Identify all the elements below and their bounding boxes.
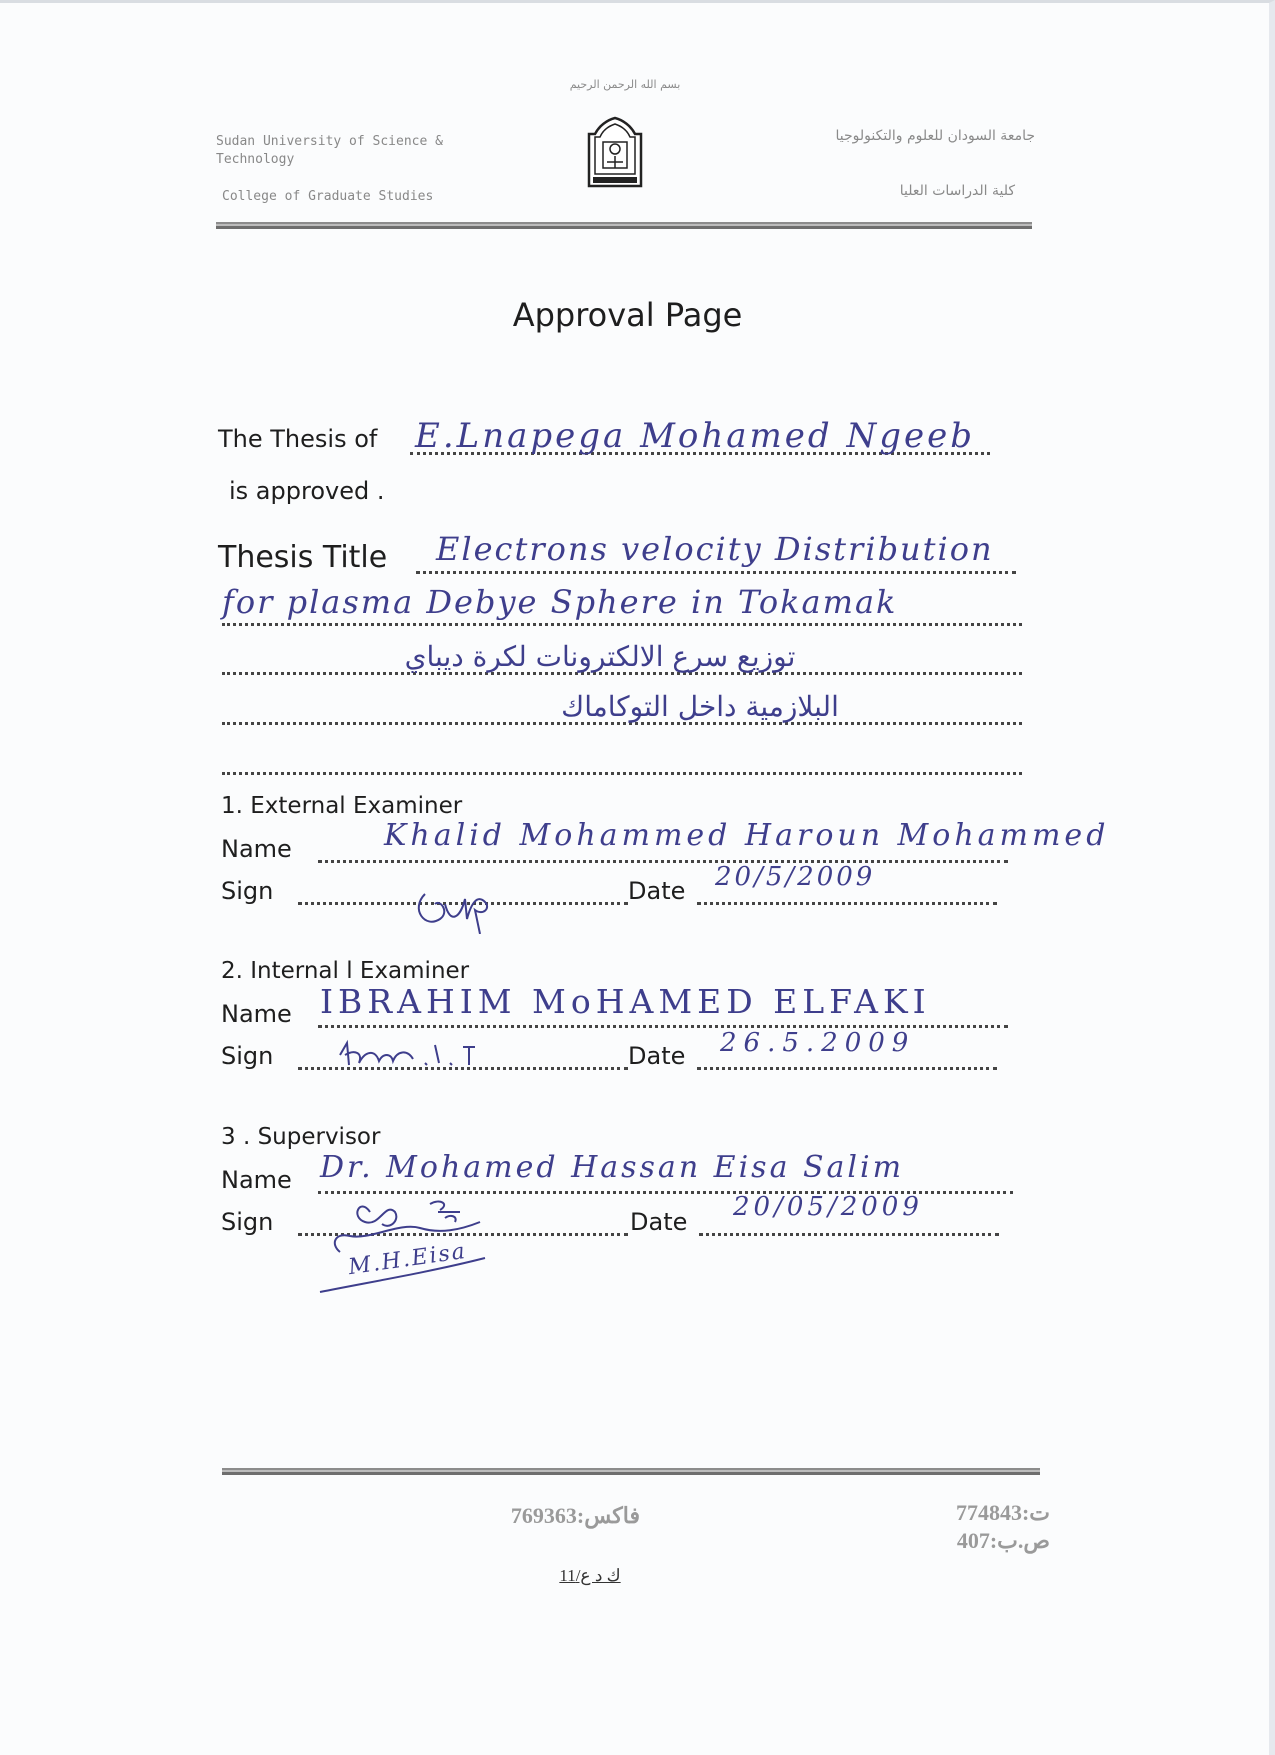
supervisor-initials: M.H.Eisa — [346, 1238, 469, 1281]
thesis-title-label: Thesis Title — [218, 540, 388, 575]
title-dotted-line-1 — [416, 571, 1016, 574]
university-name-ar: جامعة السودان للعلوم والتكنولوجيا — [835, 128, 1035, 144]
university-crest-icon — [585, 116, 645, 190]
header-rule — [216, 222, 1032, 229]
external-examiner-date: 20/5/2009 — [715, 862, 876, 892]
thesis-title-ar-line-1: توزيع سرع الالكترونات لكرة ديباي — [404, 640, 796, 673]
title-dotted-line-2 — [222, 623, 1022, 626]
internal-examiner-date-line — [697, 1067, 997, 1070]
supervisor-name: Dr. Mohamed Hassan Eisa Salim — [320, 1150, 905, 1185]
external-examiner-signature — [405, 864, 535, 934]
supervisor-sign-label: Sign — [221, 1208, 274, 1236]
author-name: E.Lnapega Mohamed Ngeeb — [415, 416, 976, 456]
external-examiner-name-label: Name — [221, 835, 292, 863]
external-examiner-date-line — [697, 902, 997, 905]
college-name-ar: كلية الدراسات العليا — [899, 183, 1015, 199]
supervisor-heading: 3 . Supervisor — [221, 1124, 381, 1150]
supervisor-date-line — [699, 1233, 999, 1236]
supervisor-date-label: Date — [630, 1208, 688, 1236]
fax-number: فاكس:769363 — [510, 1503, 640, 1528]
thesis-title-line-2: for plasma Debye Sphere in Tokamak — [222, 583, 898, 621]
internal-examiner-sign-label: Sign — [221, 1042, 274, 1070]
document-code: ك د ع/11 — [559, 1566, 621, 1585]
college-name-en: College of Graduate Studies — [222, 189, 434, 204]
approved-label: is approved . — [229, 477, 385, 505]
internal-examiner-date: 26.5.2009 — [720, 1028, 916, 1058]
supervisor-signature — [310, 1192, 535, 1302]
supervisor-name-label: Name — [221, 1166, 292, 1194]
external-examiner-date-label: Date — [628, 877, 686, 905]
po-box: ص.ب:407 — [956, 1528, 1050, 1553]
internal-examiner-name: IBRAHIM MoHAMED ELFAKI — [320, 982, 931, 1021]
page-title: Approval Page — [512, 296, 743, 334]
internal-examiner-signature — [335, 1035, 535, 1075]
external-examiner-name: Khalid Mohammed Haroun Mohammed — [384, 818, 1110, 853]
footer-rule — [222, 1468, 1040, 1475]
external-examiner-sign-label: Sign — [221, 877, 274, 905]
thesis-of-label: The Thesis of — [218, 425, 378, 453]
phone-number: ت:774843 — [955, 1500, 1050, 1525]
internal-examiner-heading: 2. Internal l Examiner — [221, 958, 470, 984]
internal-examiner-name-label: Name — [221, 1000, 292, 1028]
university-name-en: Sudan University of Science & Technology — [216, 134, 443, 167]
external-examiner-heading: 1. External Examiner — [221, 793, 463, 819]
thesis-title-line-1: Electrons velocity Distribution — [436, 530, 994, 568]
supervisor-date: 20/05/2009 — [733, 1192, 923, 1222]
external-examiner-name-line — [318, 860, 1008, 863]
basmala: بسم الله الرحمن الرحيم — [569, 78, 681, 91]
title-dotted-line-5 — [222, 772, 1022, 775]
thesis-title-ar-line-2: البلازمية داخل التوكاماك — [561, 690, 839, 723]
internal-examiner-date-label: Date — [628, 1042, 686, 1070]
